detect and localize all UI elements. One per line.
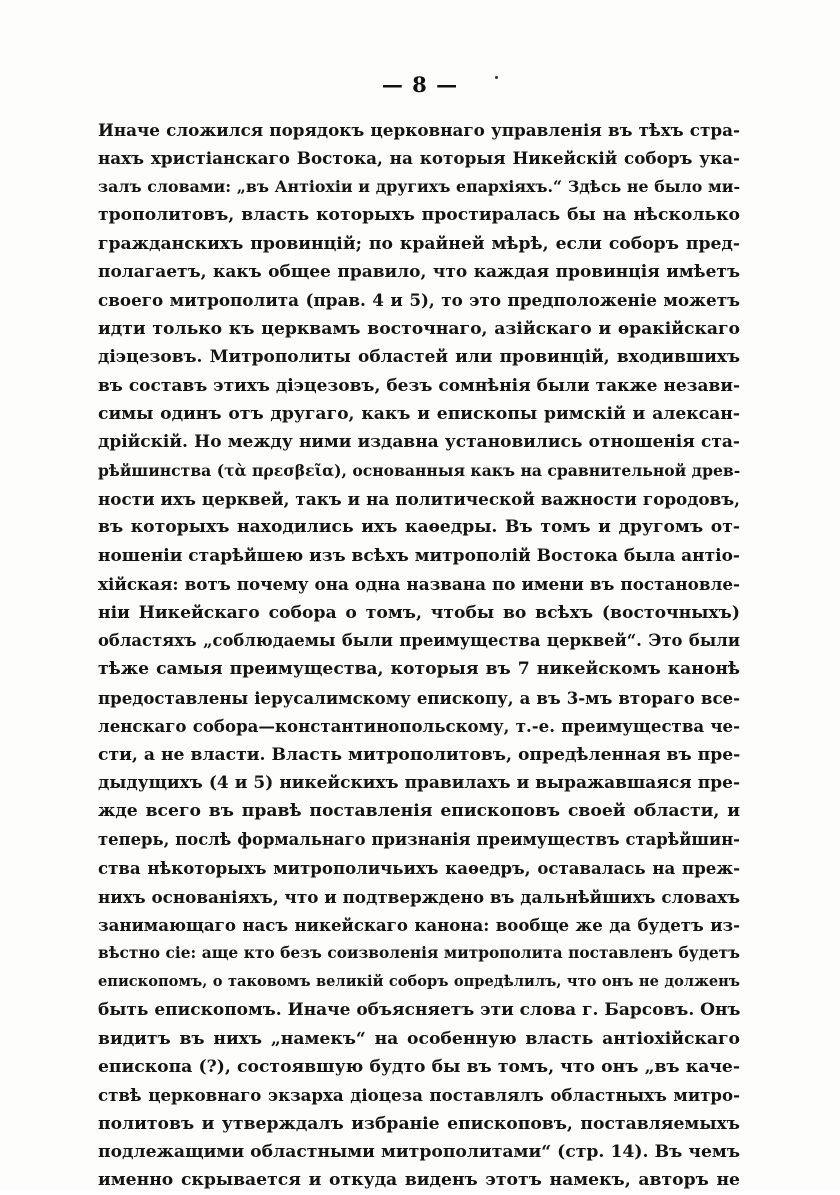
text-line: занимающаго насъ никейскаго канона: вообще же да будетъ из- (98, 914, 740, 935)
body-text (98, 116, 740, 1195)
text-line: въ которыхъ находились ихъ каѳедры. Въ томъ и другомъ от- (98, 517, 740, 538)
text-line: идти только къ церквамъ восточнаго, азійскаго и ѳракійскаго (98, 318, 740, 339)
text-line: ства нѣкоторыхъ митрополичьихъ каѳедръ, оставалась на преж- (98, 858, 740, 879)
text-line: вѣстно сіе: аще кто безъ соизволенія митрополита поставленъ будетъ (98, 944, 740, 963)
text-line: тѣже самыя преимущества, которыя въ 7 никейскомъ канонѣ (98, 659, 740, 680)
text-line: ніи Никейскаго собора о томъ, чтобы во всѣхъ (восточныхъ) (98, 602, 740, 623)
text-line: ности ихъ церквей, такъ и на политической важности городовъ, (98, 489, 740, 510)
text-line: своего митрополита (прав. 4 и 5), то это предположеніе можетъ (98, 290, 740, 311)
text-line: полагаетъ, какъ общее правило, что каждая провинція имѣетъ (98, 261, 740, 282)
text-line: въ составъ этихъ діэцезовъ, безъ сомнѣнія были также незави- (98, 375, 740, 396)
text-line: предоставлены іерусалимскому епископу, а въ 3-мъ втораго все- (98, 687, 740, 708)
text-line: залъ словами: „въ Антіохіи и другихъ епархіяхъ.“ Здѣсь не было ми- (98, 176, 740, 196)
text-line: областяхъ „соблюдаемы были преимущества церквей“. Это были (98, 631, 740, 651)
text-line: жде всего въ правѣ поставленія епископовъ своей области, и (98, 801, 740, 822)
text-line: нахъ христіанскаго Востока, на которыя Никейскій соборъ ука- (98, 148, 740, 169)
text-line: епископомъ, о таковомъ великій соборъ опредѣлилъ, что онъ не долженъ (98, 972, 740, 990)
text-line: сти, а не власти. Власть митрополитовъ, опредѣленная въ пре- (98, 744, 740, 765)
text-line: хійская: вотъ почему она одна названа по имени въ постановле- (98, 574, 740, 595)
text-line: діэцезовъ. Митрополиты областей или провинцій, входившихъ (98, 347, 740, 368)
text-line: ствѣ церковнаго экзарха діоцеза поставлялъ областныхъ митро- (98, 1085, 740, 1106)
text-line: Иначе сложился порядокъ церковнаго управленія въ тѣхъ стра- (98, 120, 740, 140)
page-number: — 8 — (381, 72, 459, 97)
text-line: видитъ въ нихъ „намекъ“ на особенную власть антіохійскаго (98, 1028, 740, 1049)
text-line: быть епископомъ. Иначе объясняетъ эти слова г. Барсовъ. Онъ (98, 1000, 740, 1021)
text-line: симы одинъ отъ другаго, какъ и епископы римскій и алексан- (98, 403, 740, 424)
text-line: рѣйшинства (τὰ πρεσβεῖα), основанныя какъ на сравнительной древ- (98, 460, 740, 480)
text-line: трополитовъ, власть которыхъ простиралась бы на нѣсколько (98, 205, 740, 226)
text-line: ношеніи старѣйшею изъ всѣхъ митрополій Востока была антіо- (98, 545, 740, 566)
text-line: ленскаго собора—константинопольскому, т.-е. преимущества че- (98, 716, 740, 737)
text-line: нихъ основаніяхъ, что и подтверждено въ дальнѣйшихъ словахъ (98, 886, 740, 907)
text-line: подлежащими областными митрополитами“ (стр. 14). Въ чемъ (98, 1142, 740, 1163)
text-line: теперь, послѣ формальнаго признанія преимуществъ старѣйшин- (98, 829, 740, 849)
text-line: именно скрывается и откуда виденъ этотъ намекъ, авторъ не (98, 1170, 740, 1191)
text-line: дыдущихъ (4 и 5) никейскихъ правилахъ и выражавшаяся пре- (98, 772, 740, 793)
text-line: дрійскій. Но между ними издавна установились отношенія ста- (98, 432, 740, 453)
text-line: политовъ и утверждалъ избраніе епископовъ, поставляемыхъ (98, 1113, 740, 1134)
text-line: гражданскихъ провинцій; по крайней мѣрѣ, если соборъ пред- (98, 233, 740, 254)
text-line: епископа (?), состоявшую будто бы въ томъ, что онъ „въ каче- (98, 1056, 740, 1077)
